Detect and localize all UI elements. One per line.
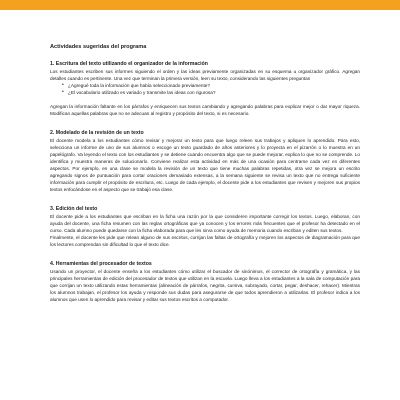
section-1-question-1: • ¿Agregué toda la información que había seleccionado previamente? [68, 82, 360, 89]
document-title: Actividades sugeridas del programa [50, 44, 147, 50]
header-accent-bar [0, 0, 400, 10]
section-1-title: 1. Escritura del texto utilizando el organizador de la información [50, 61, 208, 67]
section-3-title: 3. Edición del texto [50, 206, 98, 212]
document-content [50, 44, 360, 303]
section-4-paragraph-1: Usando un proyector, el docente enseña a los estudiantes cómo utilizar el buscador de sinónimos, el corrector de ortografía y gramática, y las principales herramientas de edición del procesador de textos que utilizan en la escuela. Luego lleva a los estudiantes a la sala de computación para que corrijan un texto utilizando estas herramientas (alineación de párrafos, negrita, cursiva, subrayado, cortar, pegar, deshacer, rehacer). Mientras los alumnos trabajan, el profesor los ayuda y responde sus dudas para asegurarse de que todos aprendieron a utilizarlas. El profesor indica a los alumnos que usen lo aprendido para revisar y editar sus textos escritos a computador. [50, 269, 360, 302]
section-1-question-list [50, 82, 360, 96]
section-1-question-2: • ¿El vocabulario utilizado es variado y transmite las ideas con rigurosa? [68, 89, 360, 96]
section-3-paragraph-2: Finalmente, el docente les pide que relean alguno de sus escritos, corrijan las faltas de ortografía y mejoren los aspectos de diagramación para que los lectores comprendan sin dificultad lo que el texto dice. [50, 235, 360, 247]
section-4-title: 4. Herramientas del procesador de textos [50, 261, 152, 267]
section-2-title: 2. Modelado de la revisión de un texto [50, 130, 144, 136]
section-2-paragraph-1: El docente modela a los estudiantes cómo revisar y mejorar un texto para que luego releen sus trabajos y apliquen lo aprendido. Para esto, selecciona un informe de uno de sus alumnos o escoge un texto guardado de años anteriores y lo proyecta en el pizarrón o lo muestra en un papelógrafo. Va leyendo el texto con los estudiantes y se detiene cuando encuentra algo que se puede mejorar, explica lo que no se comprende. Lo identifica y muestra maneras de solucionarlo. Conviene realizar esta actividad en más de una ocasión para centrarse cada vez en diferentes aspectos. Por ejemplo, en una clase se modela la revisión de un texto que tiene muchas palabras repetidas, otra vez se mejora un escrito agregando signos de puntuación para cortar oraciones demasiado extensas, a la semana siguiente se revisa un texto que no entrega suficiente información para cumplir el propósito de escritura, etc. Luego de cada ejemplo, el docente pide a los estudiantes que revisen y mejoren sus propios textos enfocándose en el aspecto que se trabajó esa clase. [50, 138, 360, 192]
section-1-paragraph-1: Los estudiantes escriben sus informes siguiendo el orden y las ideas previamente organizadas en su esquema u organizador gráfico. Agregan detalles cuando es pertinente. Una vez que terminan la primera versión, leen su texto, considerando las siguientes preguntas [50, 69, 360, 81]
section-3-paragraph-1: El docente pide a los estudiantes que escriban en la ficha una razón por la que consideren importante corregir los textos. Luego, elaboran, con ayuda del docente, una ficha resumen con las reglas ortográficas que ya conocen y los errores más frecuentes que el profesor ha detectado en el curso. Cada alumno puede quedarse con la ficha elaborada para que les sirva como ayuda de memoria cuando escriban y editen sus textos. [50, 214, 360, 233]
section-1-paragraph-2: Agregan la información faltante en los párrafos y enriquecen sus textos cambiando y agregando palabras para explicar mejor o dar mayor riqueza. Modifican aquellas palabras que no se adecuan al registro y propósito del texto, si es necesario. [50, 104, 360, 116]
